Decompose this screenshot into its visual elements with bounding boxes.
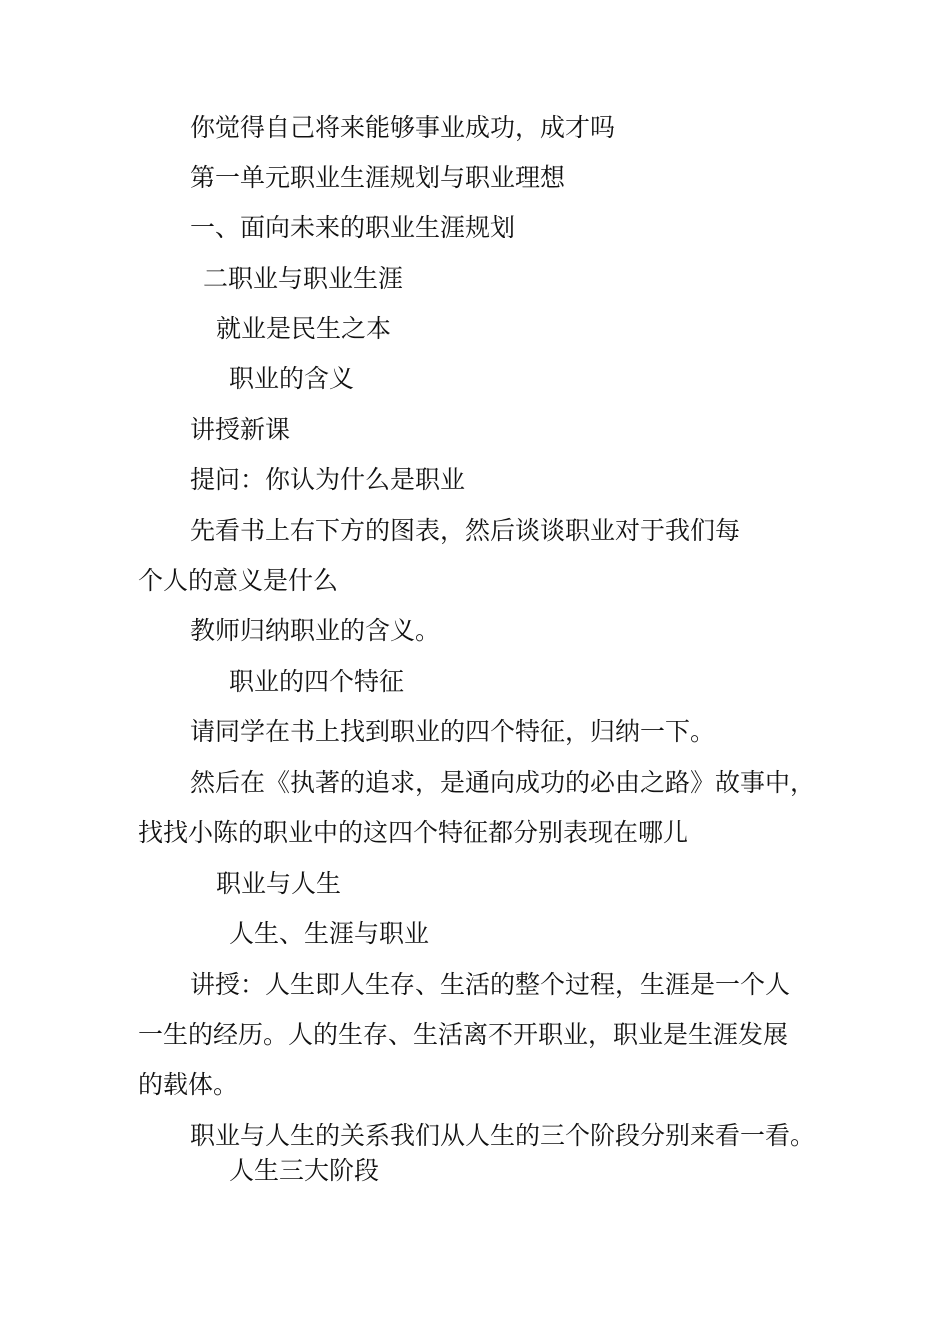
topic-heading: 职业与人生: [216, 869, 342, 898]
paragraph-line: 然后在《执著的追求，是通向成功的必由之路》故事中，: [190, 768, 816, 797]
paragraph-line: 个人的意义是什么: [138, 566, 339, 595]
paragraph-line: 的载体。: [138, 1070, 239, 1099]
paragraph-line: 一生的经历。人的生存、生活离不开职业，职业是生涯发展: [138, 1020, 789, 1049]
paragraph-line: 先看书上右下方的图表，然后谈谈职业对于我们每: [190, 516, 741, 545]
topic-subheading: 人生、生涯与职业: [229, 919, 430, 948]
topic-subheading: 职业的四个特征: [229, 667, 405, 696]
section-title: 一、面向未来的职业生涯规划: [190, 213, 516, 242]
paragraph-line: 请同学在书上找到职业的四个特征，归纳一下。: [190, 717, 716, 746]
topic-subheading: 人生三大阶段: [229, 1156, 380, 1185]
paragraph-line: 职业与人生的关系我们从人生的三个阶段分别来看一看。: [190, 1121, 816, 1150]
paragraph-line: 找找小陈的职业中的这四个特征都分别表现在哪儿: [138, 818, 689, 847]
paragraph-line: 讲授：人生即人生存、生活的整个过程，生涯是一个人: [190, 970, 791, 999]
topic-heading: 就业是民生之本: [216, 314, 392, 343]
unit-title: 第一单元职业生涯规划与职业理想: [190, 163, 566, 192]
paragraph-line: 讲授新课: [190, 415, 291, 444]
subsection-title: 二职业与职业生涯: [203, 264, 404, 293]
topic-subheading: 职业的含义: [229, 364, 355, 393]
intro-question: 你觉得自己将来能够事业成功，成才吗: [190, 113, 616, 142]
paragraph-line: 提问：你认为什么是职业: [190, 465, 466, 494]
paragraph-line: 教师归纳职业的含义。: [190, 616, 441, 645]
